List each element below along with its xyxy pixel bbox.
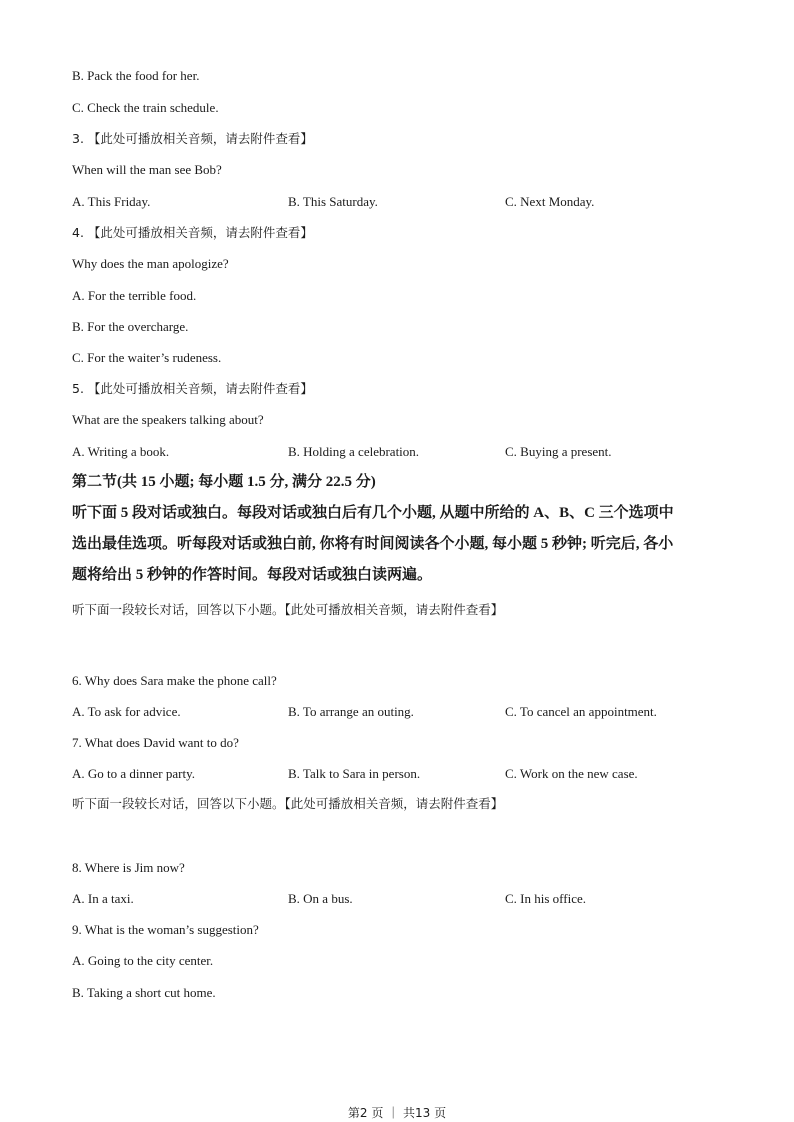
q8-option-a: A. In a taxi. [72,891,134,906]
q5-option-b: B. Holding a celebration. [288,444,420,459]
q4-option-c: C. For the waiter’s rudeness. [72,350,222,365]
q6-option-a: A. To ask for advice. [72,704,181,719]
q8-option-b: B. On a bus. [288,891,353,906]
section2-title: 第二节(共 15 小题; 每小题 1.5 分, 满分 22.5 分) [72,474,376,490]
section2-instructions-line2: 选出最佳选项。听每段对话或独白前, 你将有时间阅读各个小题, 每小题 5 秒钟; 听完后, 各小 [72,536,674,552]
page-footer: 第2 页 ｜ 共13 页 [347,1106,447,1120]
q7-option-b: B. Talk to Sara in person. [288,766,421,781]
q2-option-c: C. Check the train schedule. [72,100,219,115]
q3-audio-note: 3. 【此处可播放相关音频，请去附件查看】 [72,131,313,146]
dialog1-intro: 听下面一段较长对话，回答以下小题。【此处可播放相关音频，请去附件查看】 [72,602,504,617]
q6-option-c: C. To cancel an appointment. [505,704,657,719]
q3-option-b: B. This Saturday. [288,194,378,209]
q7-option-a: A. Go to a dinner party. [72,766,195,781]
q3-option-c: C. Next Monday. [505,194,595,209]
q9-option-b: B. Taking a short cut home. [72,985,216,1000]
q7-option-c: C. Work on the new case. [505,766,638,781]
q5-option-a: A. Writing a book. [72,444,170,459]
q5-audio-note: 5. 【此处可播放相关音频，请去附件查看】 [72,381,313,396]
q6-option-b: B. To arrange an outing. [288,704,414,719]
q3-option-a: A. This Friday. [72,194,151,209]
q5-question: What are the speakers talking about? [72,412,264,427]
q3-question: When will the man see Bob? [72,162,222,177]
q4-option-b: B. For the overcharge. [72,319,189,334]
section2-instructions-line1: 听下面 5 段对话或独白。每段对话或独白后有几个小题, 从题中所给的 A、B、C 三个选项中 [72,505,674,521]
q2-option-b: B. Pack the food for her. [72,68,200,83]
q6-question: 6. Why does Sara make the phone call? [72,673,277,688]
q8-question: 8. Where is Jim now? [72,860,185,875]
q4-audio-note: 4. 【此处可播放相关音频，请去附件查看】 [72,225,313,240]
q5-option-c: C. Buying a present. [505,444,612,459]
q8-option-c: C. In his office. [505,891,586,906]
q7-question: 7. What does David want to do? [72,735,239,750]
section2-instructions-line3: 题将给出 5 秒钟的作答时间。每段对话或独白读两遍。 [72,567,433,583]
dialog2-intro: 听下面一段较长对话，回答以下小题。【此处可播放相关音频，请去附件查看】 [72,796,504,811]
q4-question: Why does the man apologize? [72,256,229,271]
q4-option-a: A. For the terrible food. [72,288,197,303]
q9-option-a: A. Going to the city center. [72,953,214,968]
q9-question: 9. What is the woman’s suggestion? [72,922,259,937]
